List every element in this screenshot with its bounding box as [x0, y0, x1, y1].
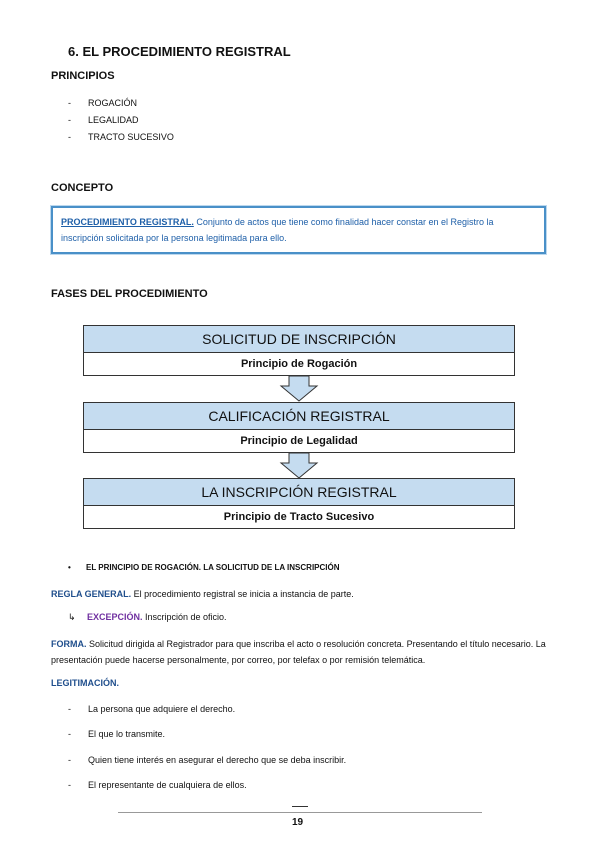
principios-heading: PRINCIPIOS	[51, 70, 115, 82]
concepto-heading: CONCEPTO	[51, 182, 114, 194]
concepto-term: PROCEDIMIENTO REGISTRAL.	[61, 217, 194, 227]
footer-mark	[292, 806, 308, 807]
phase-title: SOLICITUD DE INSCRIPCIÓN	[84, 326, 514, 353]
return-arrow-icon: ↳	[68, 612, 76, 622]
excepcion: ↳ EXCEPCIÓN. Inscripción de oficio.	[68, 612, 227, 622]
section-title: 6. EL PROCEDIMIENTO REGISTRAL	[68, 44, 291, 59]
legitimado-item: - El que lo transmite.	[68, 729, 166, 739]
phase-principle: Principio de Tracto Sucesivo	[84, 506, 514, 528]
legitimado-item: - La persona que adquiere el derecho.	[68, 704, 236, 714]
regla-general: REGLA GENERAL. El procedimiento registral se inicia a instancia de parte.	[51, 589, 354, 599]
legitimacion-heading: LEGITIMACIÓN.	[51, 678, 119, 688]
principio-item: - ROGACIÓN	[68, 98, 138, 108]
page-number: 19	[292, 817, 304, 828]
phase-box	[83, 325, 515, 376]
down-arrow-icon	[279, 452, 319, 479]
phase-principle: Principio de Rogación	[84, 353, 514, 375]
legitimado-item: - El representante de cualquiera de ellos.	[68, 780, 247, 790]
concepto-box	[51, 206, 546, 254]
phase-box	[83, 402, 515, 453]
phase-title: LA INSCRIPCIÓN REGISTRAL	[84, 479, 514, 506]
phase-box	[83, 478, 515, 529]
phase-title: CALIFICACIÓN REGISTRAL	[84, 403, 514, 430]
down-arrow-icon	[279, 375, 319, 402]
principio-item: - LEGALIDAD	[68, 115, 139, 125]
concepto-definition: Conjunto de actos que tiene como finalidad hacer constar en el Registro la inscripción solicitada por la persona legitimada para ello.	[61, 217, 494, 243]
principio-item: - TRACTO SUCESIVO	[68, 132, 174, 142]
forma: FORMA. Solicitud dirigida al Registrador para que inscriba el acto o resolución concreta. Presentando el título necesario. La presentación puede hacerse personalmente, por correo, por telefax o por remisión telemática.	[51, 639, 546, 665]
phase-principle: Principio de Legalidad	[84, 430, 514, 452]
legitimado-item: - Quien tiene interés en asegurar el derecho que se deba inscribir.	[68, 755, 347, 765]
fases-heading: FASES DEL PROCEDIMIENTO	[51, 288, 208, 300]
rogacion-heading: • EL PRINCIPIO DE ROGACIÓN. LA SOLICITUD DE LA INSCRIPCIÓN	[68, 563, 340, 572]
footer-divider	[118, 812, 482, 813]
